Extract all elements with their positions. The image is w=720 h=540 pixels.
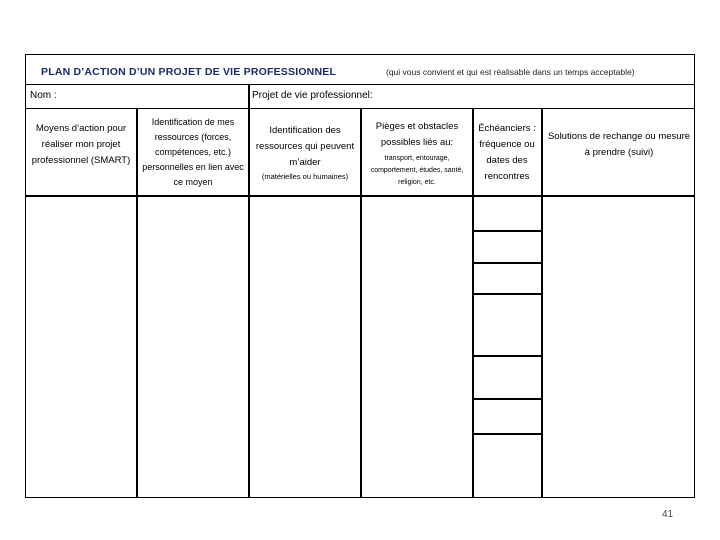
- header-schedule: Échéanciers : fréquence ou dates des rencontres: [478, 123, 536, 182]
- header-action-means: Moyens d’action pour réaliser mon projet professionnel (SMART): [31, 123, 131, 166]
- column-divider: [360, 109, 362, 498]
- column-divider: [136, 109, 138, 498]
- header-bottom-line: [26, 195, 694, 197]
- action-plan-form: [25, 54, 695, 498]
- obstacles-text: Pièges et obstacles possibles liés au:: [375, 121, 459, 148]
- page-number: 41: [662, 509, 674, 520]
- form-subtitle: (qui vous convient et qui est réalisable dans un temps acceptable): [386, 67, 635, 77]
- schedule-row-line: [472, 262, 542, 264]
- schedule-row-line: [472, 230, 542, 232]
- column-divider: [248, 109, 250, 498]
- header-helping-resources: [252, 123, 358, 183]
- column-divider: [541, 109, 543, 498]
- schedule-row-line: [472, 293, 542, 295]
- header-personal-resources: Identification de mes ressources (forces, compétences, etc.) personnelles en lien avec ce moyen: [142, 117, 244, 187]
- obstacles-note: transport, entourage, comportement, études, santé, religion, etc.: [370, 155, 464, 186]
- title-row: [26, 55, 694, 85]
- row-divider: [248, 85, 250, 108]
- name-project-row: [26, 85, 694, 109]
- header-alternatives: Solutions de rechange ou mesure à prendre (suivi): [547, 131, 691, 158]
- schedule-row-line: [472, 398, 542, 400]
- form-title: PLAN D’ACTION D’UN PROJET DE VIE PROFESSIONNEL: [41, 66, 337, 78]
- schedule-row-line: [472, 355, 542, 357]
- name-label: Nom :: [30, 90, 57, 101]
- schedule-row-line: [472, 433, 542, 435]
- helping-resources-text: Identification des ressources qui peuvent m’aider: [255, 125, 355, 168]
- helping-resources-note: (matérielles ou humaines): [261, 172, 349, 181]
- project-label: Projet de vie professionnel:: [252, 90, 373, 101]
- header-obstacles: [364, 119, 470, 189]
